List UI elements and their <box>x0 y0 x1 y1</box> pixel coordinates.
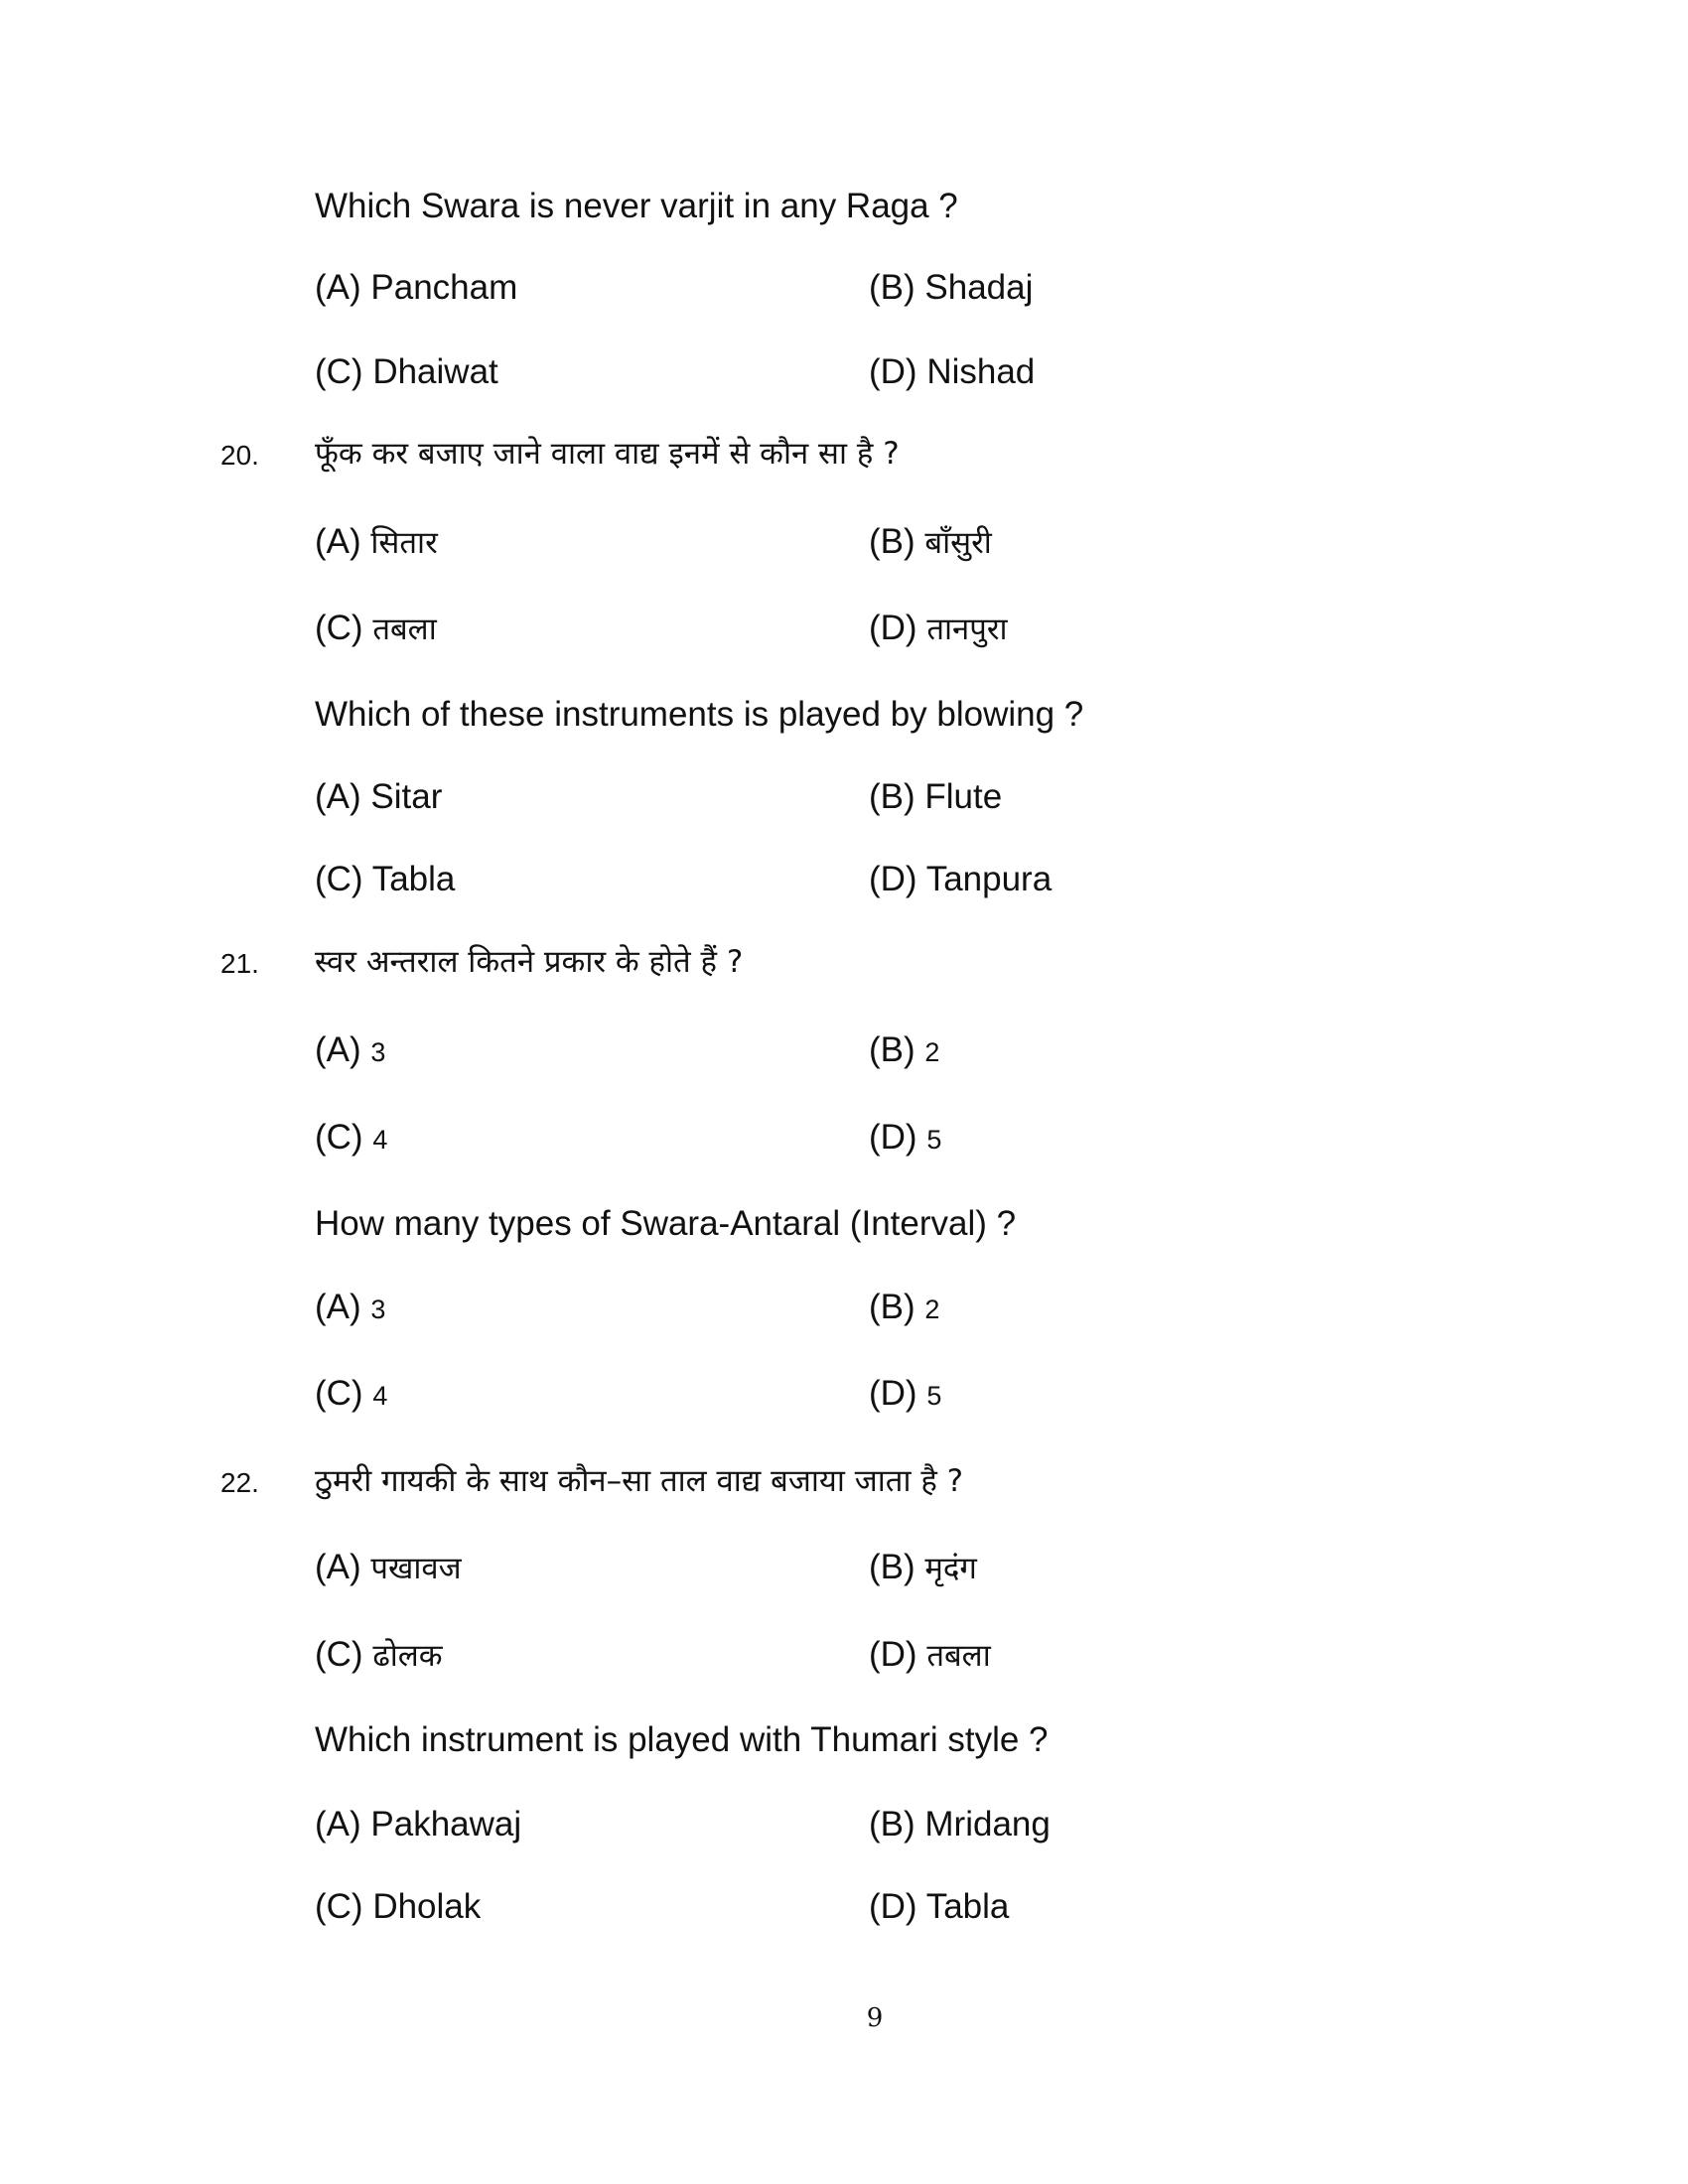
question-number: 20. <box>220 440 259 471</box>
page-number: 9 <box>866 2003 884 2033</box>
option-label: (A) <box>315 522 371 561</box>
option-label: (B) <box>869 777 925 816</box>
option-label: (A) <box>315 1805 371 1843</box>
question-number: 21. <box>220 948 259 979</box>
option-text: Nishad <box>926 352 1036 391</box>
option-label: (D) <box>869 609 927 647</box>
option-text: Pakhawaj <box>370 1805 522 1843</box>
option-label: (C) <box>315 1887 373 1926</box>
option-label: (D) <box>869 860 926 898</box>
answer-option <box>869 1803 1051 1846</box>
option-label: (A) <box>315 1288 371 1326</box>
answer-option <box>869 607 1008 650</box>
answer-option <box>315 520 438 564</box>
option-label: (C) <box>315 1374 373 1413</box>
option-label: (B) <box>869 522 925 561</box>
option-text: 5 <box>926 1125 942 1155</box>
option-text: तबला <box>372 612 437 647</box>
option-text: 3 <box>370 1037 386 1067</box>
answer-option <box>869 775 1002 819</box>
question-text: How many types of Swara-Antaral (Interval) ? <box>315 1204 1017 1243</box>
option-text: 2 <box>924 1295 940 1324</box>
answer-option <box>315 1633 443 1677</box>
question-text: Which Swara is never varjit in any Raga ? <box>315 187 958 225</box>
answer-option <box>315 607 437 650</box>
option-label: (A) <box>315 777 371 816</box>
option-text: पखावज <box>370 1551 462 1586</box>
question-text: Which instrument is played with Thumari style ? <box>315 1720 1049 1759</box>
answer-option <box>315 1372 387 1416</box>
answer-option <box>869 1633 991 1677</box>
answer-option <box>315 1028 385 1072</box>
option-label: (D) <box>869 1887 926 1926</box>
option-label: (B) <box>869 1288 925 1326</box>
answer-option <box>315 1546 462 1589</box>
answer-option <box>869 1116 941 1160</box>
option-text: Flute <box>924 777 1003 816</box>
option-label: (D) <box>869 1374 927 1413</box>
option-text: Dholak <box>372 1887 482 1926</box>
option-label: (C) <box>315 860 372 898</box>
answer-option <box>869 520 992 564</box>
answer-option <box>315 775 442 819</box>
option-text: 2 <box>924 1037 940 1067</box>
option-text: तानपुरा <box>926 612 1008 647</box>
option-text: तबला <box>926 1638 991 1674</box>
option-text: Tabla <box>925 1887 1010 1926</box>
option-text: 4 <box>372 1125 388 1155</box>
option-text: Pancham <box>370 268 518 307</box>
option-text: ढोलक <box>372 1638 443 1674</box>
answer-option <box>869 1286 939 1329</box>
option-text: Sitar <box>370 777 443 816</box>
option-label: (B) <box>869 1805 925 1843</box>
option-label: (A) <box>315 1030 371 1069</box>
question-text: फूँक कर बजाए जाने वाला वाद्य इनमें से कौन सा है ? <box>315 436 900 472</box>
answer-option <box>315 266 517 310</box>
option-text: मृदंग <box>924 1551 977 1586</box>
answer-option <box>869 1546 977 1589</box>
answer-option <box>869 1372 941 1416</box>
option-label: (A) <box>315 268 371 307</box>
option-text: सितार <box>370 525 438 561</box>
answer-option <box>315 1116 387 1160</box>
option-text: बाँसुरी <box>924 525 992 561</box>
option-text: Tanpura <box>925 860 1053 898</box>
answer-option <box>315 350 498 394</box>
question-number: 22. <box>220 1467 259 1498</box>
option-label: (B) <box>869 1548 925 1586</box>
option-label: (A) <box>315 1548 371 1586</box>
answer-option <box>315 858 455 901</box>
option-label: (C) <box>315 1118 373 1157</box>
answer-option <box>315 1286 385 1329</box>
question-text: स्वर अन्तराल कितने प्रकार के होते हैं ? <box>315 944 744 980</box>
option-text: Mridang <box>924 1805 1051 1843</box>
answer-option <box>869 1885 1009 1929</box>
option-label: (C) <box>315 609 373 647</box>
answer-option <box>315 1803 521 1846</box>
option-text: 4 <box>372 1381 388 1411</box>
answer-option <box>869 858 1052 901</box>
option-label: (C) <box>315 1635 373 1674</box>
option-label: (B) <box>869 1030 925 1069</box>
answer-option <box>315 1885 481 1929</box>
answer-option <box>869 1028 939 1072</box>
option-text: 3 <box>370 1295 386 1324</box>
option-text: Tabla <box>371 860 456 898</box>
question-text: Which of these instruments is played by blowing ? <box>315 695 1084 734</box>
option-label: (D) <box>869 1118 927 1157</box>
option-text: 5 <box>926 1381 942 1411</box>
option-label: (C) <box>315 352 373 391</box>
option-text: Dhaiwat <box>372 352 498 391</box>
option-label: (D) <box>869 352 927 391</box>
question-text: ठुमरी गायकी के साथ कौन–सा ताल वाद्य बजाया जाता है ? <box>315 1463 964 1499</box>
option-label: (D) <box>869 1635 927 1674</box>
answer-option <box>869 266 1033 310</box>
answer-option <box>869 350 1035 394</box>
option-label: (B) <box>869 268 925 307</box>
option-text: Shadaj <box>924 268 1034 307</box>
